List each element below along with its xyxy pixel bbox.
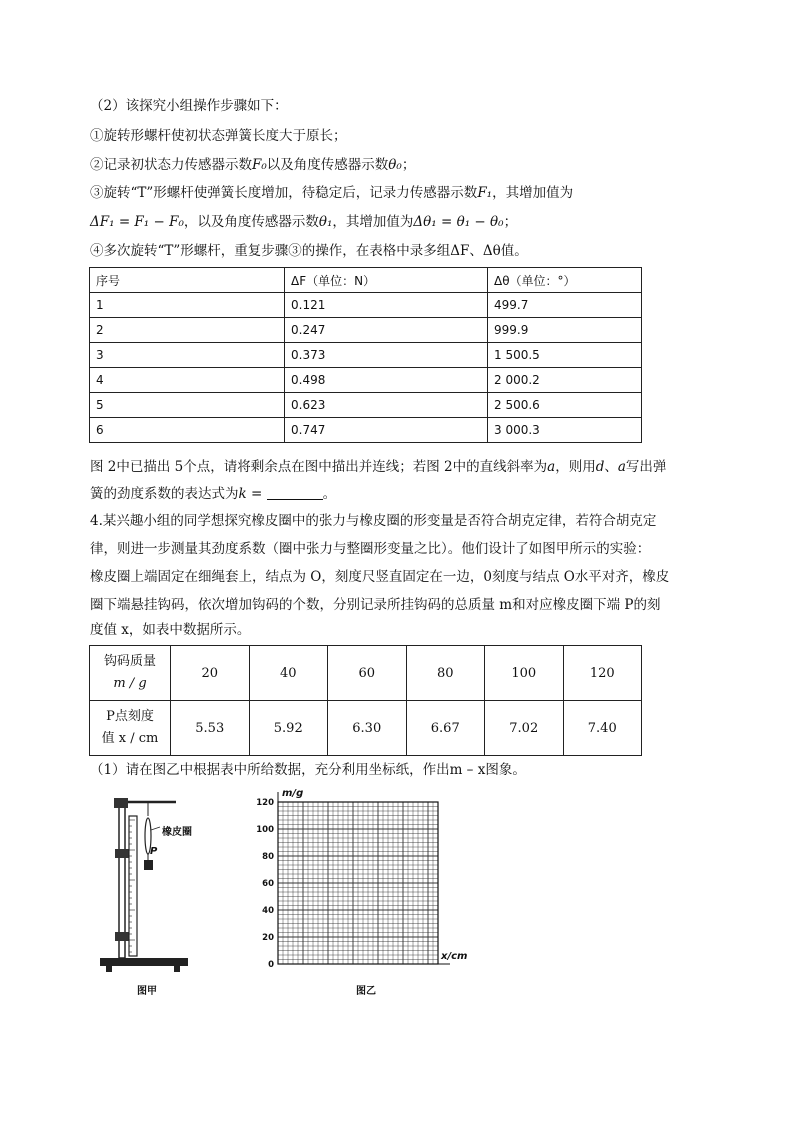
y-axis-label: m/g xyxy=(282,788,304,799)
label-P: P xyxy=(150,846,158,857)
mass-header: 钩码质量 m / g xyxy=(90,646,171,701)
position-cell: 7.02 xyxy=(485,701,564,756)
table-cell: 6 xyxy=(90,418,285,443)
data-table-2 xyxy=(89,645,642,756)
table-cell: 0.498 xyxy=(285,368,488,393)
steps-intro: （2）该探究小组操作步骤如下： xyxy=(90,98,288,114)
answer-blank[interactable] xyxy=(267,485,323,500)
problem4-line4: 圈下端悬挂钩码，依次增加钩码的个数，分别记录所挂钩码的总质量 m和对应橡皮圈下端 P的刻 xyxy=(90,597,661,613)
table-header-cell: 序号 xyxy=(90,268,285,293)
apparatus-figure xyxy=(98,794,192,976)
symbol-theta1: θ₁ xyxy=(318,214,333,230)
table-cell: 0.247 xyxy=(285,318,488,343)
table-row xyxy=(90,343,642,368)
table-row xyxy=(90,368,642,393)
problem4-line3: 橡皮圈上端固定在细绳套上，结点为 O，刻度尺竖直固定在一边，0刻度与结点 O水平对齐，橡皮 xyxy=(90,569,670,585)
mass-cell: 100 xyxy=(485,646,564,701)
step-4: ④多次旋转“T”形螺杆，重复步骤③的操作，在表格中录多组ΔF、Δθ值。 xyxy=(90,243,528,259)
problem4-line1: 4.某兴趣小组的同学想探究橡皮圈中的张力与橡皮圈的形变量是否符合胡克定律，若符合胡克定 xyxy=(90,513,657,529)
table-cell: 999.9 xyxy=(488,318,642,343)
caption-yi: 图乙 xyxy=(356,986,376,997)
position-cell: 5.53 xyxy=(171,701,250,756)
y-tick-label: 20 xyxy=(262,933,274,943)
position-header: P点刻度 值 x / cm xyxy=(90,701,171,756)
table-cell: 4 xyxy=(90,368,285,393)
question-fig2-line1: 图 2中已描出 5个点，请将剩余点在图中描出并连线；若图 2中的直线斜率为a，则用d、a写出弹 xyxy=(90,459,667,475)
table-cell: 3 000.3 xyxy=(488,418,642,443)
y-tick-label: 60 xyxy=(262,879,274,889)
question-fig2-line2: 簧的劲度系数的表达式为k = 。 xyxy=(90,486,337,502)
mass-cell: 40 xyxy=(249,646,328,701)
table-cell: 1 xyxy=(90,293,285,318)
table-row xyxy=(90,318,642,343)
y-tick-label: 80 xyxy=(262,852,274,862)
problem4-line2: 律，则进一步测量其劲度系数（圈中张力与整圈形变量之比）。他们设计了如图甲所示的实验： xyxy=(90,541,651,557)
table-cell: 2 000.2 xyxy=(488,368,642,393)
symbol-theta0: θ₀ xyxy=(388,157,402,173)
table-row xyxy=(90,418,642,443)
table-cell: 1 500.5 xyxy=(488,343,642,368)
step-1: ①旋转形螺杆使初状态弹簧长度大于原长； xyxy=(90,128,347,144)
mass-cell: 20 xyxy=(171,646,250,701)
stand-base xyxy=(100,958,188,966)
mass-cell: 120 xyxy=(563,646,642,701)
table-row-position xyxy=(90,701,642,756)
symbol-F0: F₀ xyxy=(252,157,267,173)
symbol-F1: F₁ xyxy=(477,185,493,201)
y-tick-label: 120 xyxy=(256,798,274,808)
table-cell: 5 xyxy=(90,393,285,418)
table-cell: 499.7 xyxy=(488,293,642,318)
step-3-line2: ΔF₁ = F₁ − F₀，以及角度传感器示数θ₁，其增加值为Δθ₁ = θ₁ − θ₀； xyxy=(90,214,518,230)
formula-deltatheta: Δθ₁ = θ₁ − θ₀ xyxy=(413,214,504,230)
table-cell: 0.373 xyxy=(285,343,488,368)
table-cell: 0.747 xyxy=(285,418,488,443)
position-cell: 6.30 xyxy=(328,701,407,756)
formula-deltaF: ΔF₁ = F₁ − F₀ xyxy=(90,214,184,230)
problem4-line5: 度值 x，如表中数据所示。 xyxy=(90,622,251,638)
mass-cell: 80 xyxy=(406,646,485,701)
step-2: ②记录初状态力传感器示数F₀以及角度传感器示数θ₀； xyxy=(90,157,416,173)
hook-weight xyxy=(144,860,153,870)
table-header-row xyxy=(90,268,642,293)
table-row xyxy=(90,393,642,418)
mass-cell: 60 xyxy=(328,646,407,701)
question-1: （1）请在图乙中根据表中所给数据，充分利用坐标纸，作出m – x图象。 xyxy=(90,762,526,778)
x-axis-label: x/cm xyxy=(441,951,468,962)
data-table-1 xyxy=(89,267,642,443)
table-cell: 2 500.6 xyxy=(488,393,642,418)
position-cell: 6.67 xyxy=(406,701,485,756)
caption-jia: 图甲 xyxy=(137,986,157,997)
table-cell: 0.121 xyxy=(285,293,488,318)
step-3-line1: ③旋转“T”形螺杆使弹簧长度增加，待稳定后，记录力传感器示数F₁，其增加值为 xyxy=(90,185,574,201)
table-row-mass xyxy=(90,646,642,701)
table-cell: 0.623 xyxy=(285,393,488,418)
y-tick-label: 0 xyxy=(268,960,274,970)
label-rubber-band: 橡皮圈 xyxy=(162,827,192,838)
position-cell: 5.92 xyxy=(249,701,328,756)
graph-paper-figure xyxy=(248,788,468,978)
y-tick-label: 40 xyxy=(262,906,274,916)
position-cell: 7.40 xyxy=(563,701,642,756)
y-tick-label: 100 xyxy=(256,825,274,835)
table-row xyxy=(90,293,642,318)
table-cell: 3 xyxy=(90,343,285,368)
table-cell: 2 xyxy=(90,318,285,343)
table-header-cell: Δθ（单位：°） xyxy=(488,268,642,293)
table-header-cell: ΔF（单位：N） xyxy=(285,268,488,293)
